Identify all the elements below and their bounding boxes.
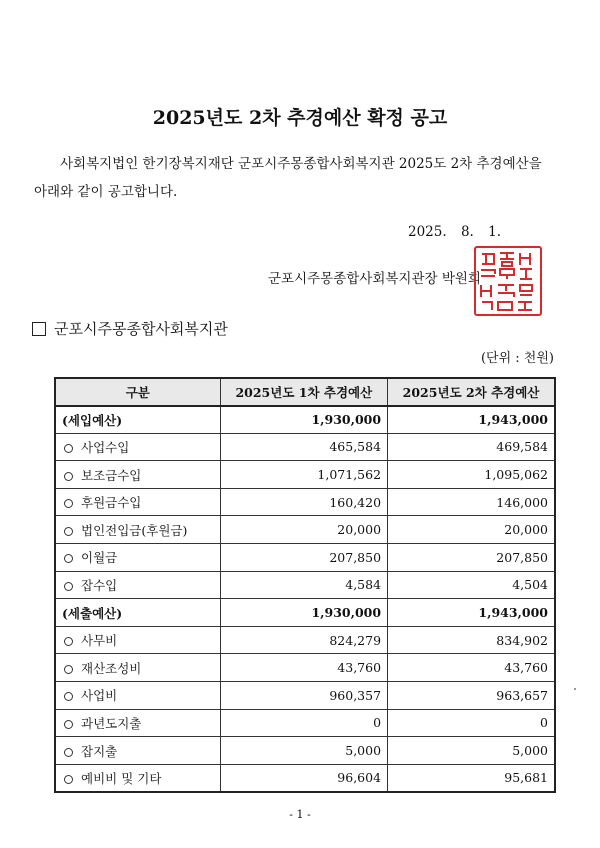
row-label: 잡지출	[81, 743, 118, 759]
first-revision-value: 1,071,562	[220, 461, 387, 489]
intro-paragraph	[34, 150, 564, 206]
row-label: 과년도지출	[81, 715, 142, 731]
page-title: 2025년도 2차 추경예산 확정 공고	[152, 107, 448, 129]
row-label-cell	[55, 737, 220, 765]
table-row	[55, 682, 555, 710]
first-revision-value: 207,850	[220, 544, 387, 572]
row-label-cell	[55, 488, 220, 516]
second-revision-value: 1,943,000	[388, 599, 555, 627]
circle-bullet-icon	[64, 527, 73, 536]
row-label-cell	[55, 406, 220, 434]
row-label: 예비비 및 기타	[81, 770, 162, 786]
first-revision-value: 96,604	[220, 764, 387, 792]
row-label: 후원금수입	[81, 495, 142, 511]
circle-bullet-icon	[64, 472, 73, 481]
row-label-cell	[55, 626, 220, 654]
second-revision-value: 207,850	[388, 544, 555, 572]
circle-bullet-icon	[64, 444, 73, 453]
table-row	[55, 433, 555, 461]
column-header-first-revision: 2025년도 1차 추경예산	[220, 378, 387, 406]
row-label: 법인전입금(후원금)	[81, 522, 188, 538]
table-row	[55, 461, 555, 489]
signer-name: 군포시주몽종합사회복지관장 박원희	[268, 271, 481, 287]
circle-bullet-icon	[64, 637, 73, 646]
first-revision-value: 465,584	[220, 433, 387, 461]
first-revision-value: 960,357	[220, 682, 387, 710]
row-label: 잡수입	[81, 577, 118, 593]
circle-bullet-icon	[64, 748, 73, 757]
second-revision-value: 469,584	[388, 433, 555, 461]
row-label-cell	[55, 544, 220, 572]
row-label: 사무비	[81, 633, 118, 649]
first-revision-value: 0	[220, 709, 387, 737]
section-heading	[32, 318, 228, 339]
row-label-cell	[55, 571, 220, 599]
first-revision-value: 4,584	[220, 571, 387, 599]
column-header-category: 구분	[55, 378, 220, 406]
row-label: 사업비	[81, 688, 118, 704]
second-revision-value: 146,000	[388, 488, 555, 516]
first-revision-value: 1,930,000	[220, 599, 387, 627]
first-revision-value: 160,420	[220, 488, 387, 516]
official-seal	[474, 246, 542, 316]
row-label-cell	[55, 461, 220, 489]
intro-line-1: 사회복지법인 한기장복지재단 군포시주몽종합사회복지관 2025도 2차 추경예산을	[60, 156, 542, 172]
second-revision-value: 4,504	[388, 571, 555, 599]
second-revision-value: 834,902	[388, 626, 555, 654]
row-label: 재산조성비	[81, 660, 142, 676]
second-revision-value: 95,681	[388, 764, 555, 792]
row-label-cell	[55, 709, 220, 737]
row-label: 보조금수입	[81, 467, 142, 483]
second-revision-value: 20,000	[388, 516, 555, 544]
budget-table	[54, 377, 556, 793]
second-revision-value: 43,760	[388, 654, 555, 682]
table-row	[55, 544, 555, 572]
row-label: (세입예산)	[62, 412, 123, 428]
table-row	[55, 599, 555, 627]
table-row	[55, 406, 555, 434]
table-row	[55, 626, 555, 654]
first-revision-value: 5,000	[220, 737, 387, 765]
table-row	[55, 488, 555, 516]
table-row	[55, 737, 555, 765]
checkbox-icon	[32, 322, 46, 336]
row-label: (세출예산)	[62, 605, 123, 621]
second-revision-value: 5,000	[388, 737, 555, 765]
circle-bullet-icon	[64, 775, 73, 784]
row-label-cell	[55, 516, 220, 544]
unit-label: (단위 : 천원)	[480, 351, 554, 366]
table-row	[55, 516, 555, 544]
scan-speck	[574, 688, 576, 690]
circle-bullet-icon	[64, 499, 73, 508]
second-revision-value: 963,657	[388, 682, 555, 710]
circle-bullet-icon	[64, 582, 73, 591]
table-row	[55, 654, 555, 682]
first-revision-value: 43,760	[220, 654, 387, 682]
circle-bullet-icon	[64, 554, 73, 563]
second-revision-value: 1,943,000	[388, 406, 555, 434]
circle-bullet-icon	[64, 692, 73, 701]
column-header-second-revision: 2025년도 2차 추경예산	[388, 378, 555, 406]
section-title: 군포시주몽종합사회복지관	[54, 320, 228, 338]
table-header-row	[55, 378, 555, 406]
announcement-date: 2025. 8. 1.	[408, 224, 501, 240]
circle-bullet-icon	[64, 720, 73, 729]
row-label-cell	[55, 682, 220, 710]
table-row	[55, 764, 555, 792]
second-revision-value: 1,095,062	[388, 461, 555, 489]
table-row	[55, 709, 555, 737]
table-row	[55, 571, 555, 599]
row-label-cell	[55, 764, 220, 792]
row-label-cell	[55, 599, 220, 627]
first-revision-value: 824,279	[220, 626, 387, 654]
first-revision-value: 20,000	[220, 516, 387, 544]
first-revision-value: 1,930,000	[220, 406, 387, 434]
row-label-cell	[55, 654, 220, 682]
row-label: 이월금	[81, 550, 118, 566]
row-label-cell	[55, 433, 220, 461]
second-revision-value: 0	[388, 709, 555, 737]
intro-line-2: 아래와 같이 공고합니다.	[34, 184, 178, 200]
page-number: - 1 -	[289, 808, 311, 821]
seal-glyph-icon	[476, 248, 540, 314]
row-label: 사업수입	[81, 439, 130, 455]
circle-bullet-icon	[64, 665, 73, 674]
